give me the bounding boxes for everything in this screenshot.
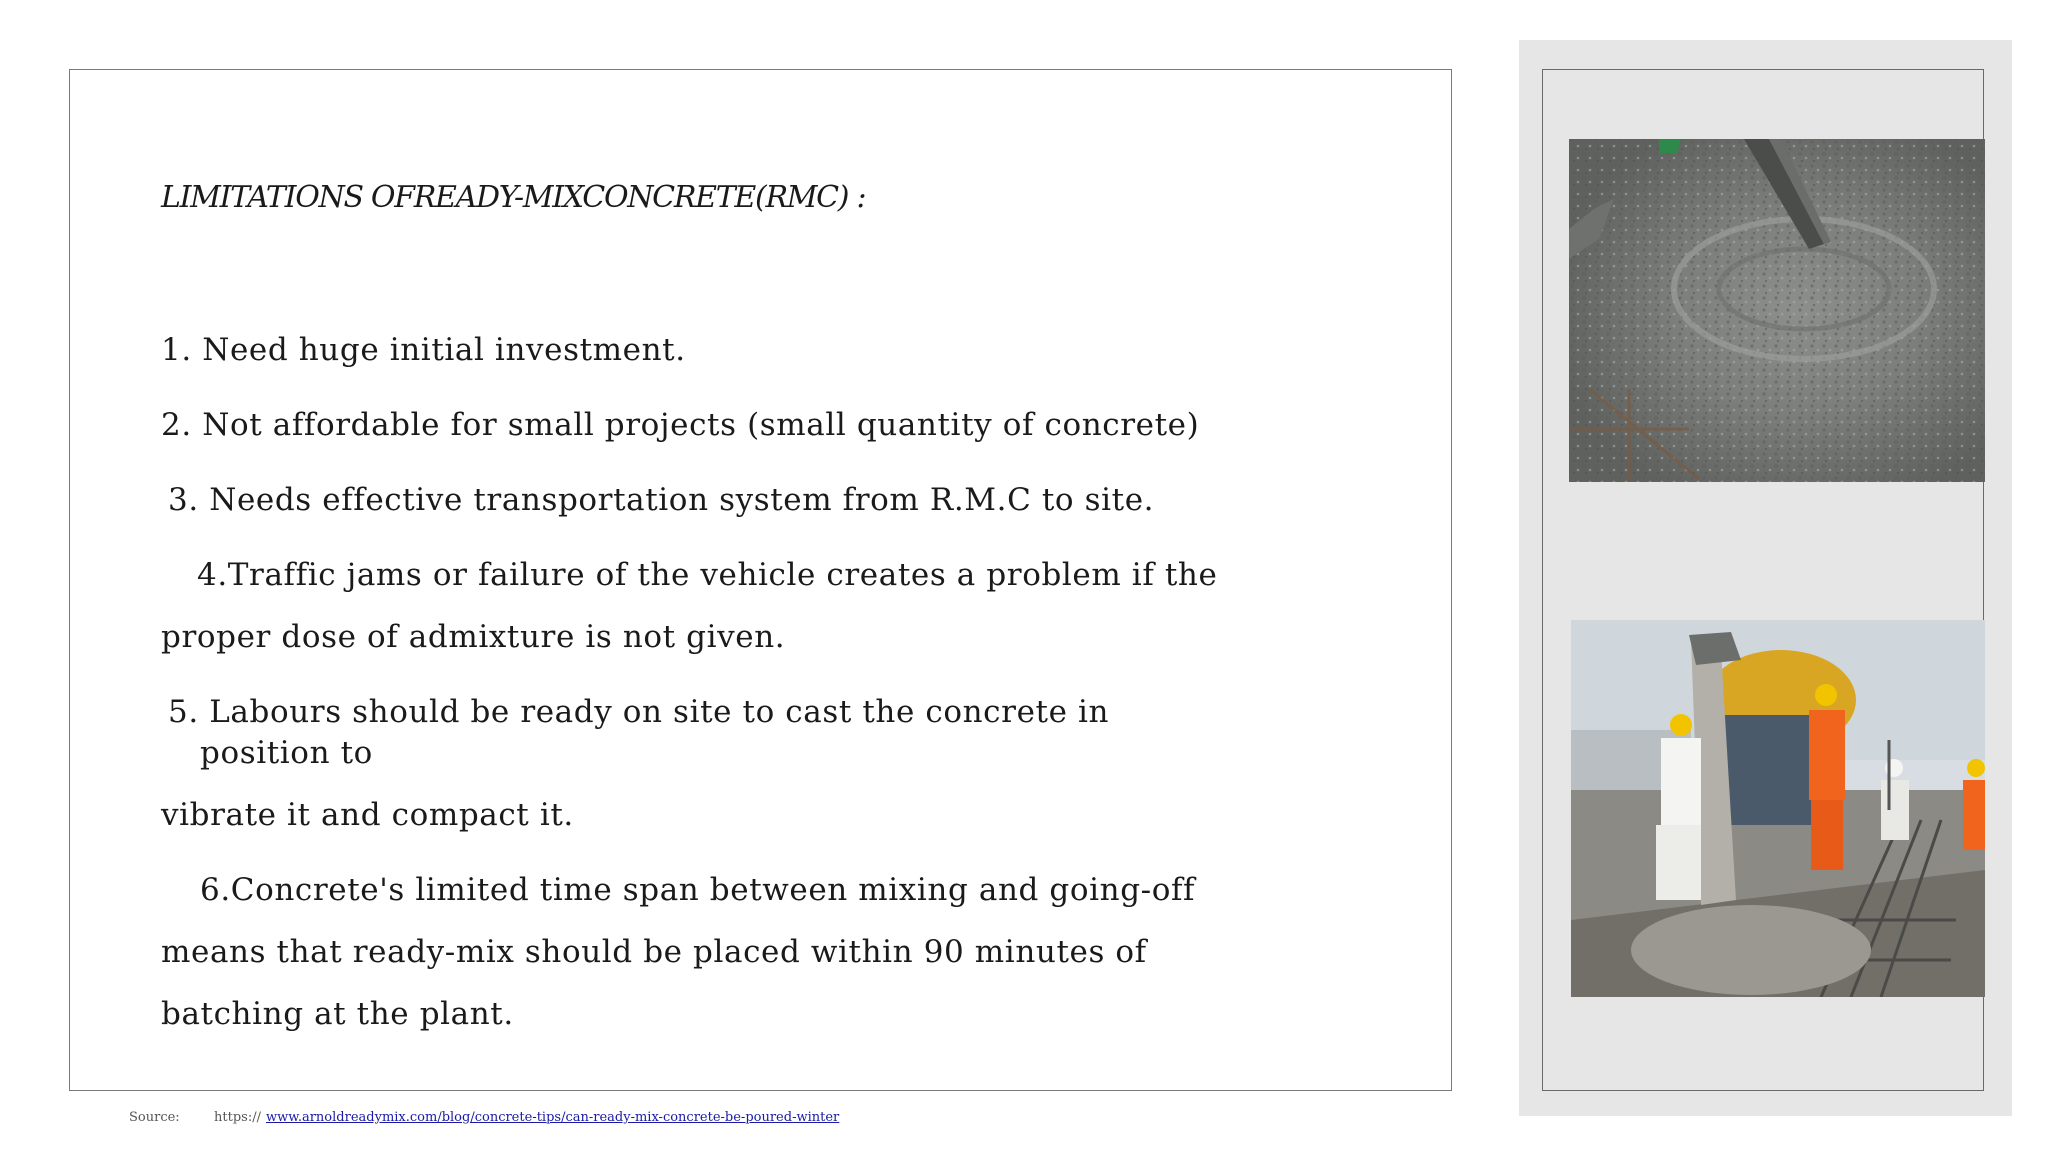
list-item-5: 5. Labours should be ready on site to cast the concrete in bbox=[168, 694, 1110, 730]
list-item-4-continued: proper dose of admixture is not given. bbox=[161, 619, 786, 655]
source-link[interactable]: www.arnoldreadymix.com/blog/concrete-tips/can-ready-mix-concrete-be-poured-winter bbox=[266, 1110, 840, 1125]
list-item-5-wrap: position to bbox=[200, 735, 373, 771]
list-item-6-continued-2: batching at the plant. bbox=[161, 996, 514, 1032]
source-url-prefix: https:// bbox=[214, 1110, 261, 1125]
list-item-5-continued: vibrate it and compact it. bbox=[161, 797, 574, 833]
concrete-pouring-photo bbox=[1569, 139, 1985, 482]
workers-pouring-concrete-photo bbox=[1571, 620, 1985, 997]
list-item-1: 1. Need huge initial investment. bbox=[161, 332, 686, 368]
list-item-6-continued-1: means that ready-mix should be placed within 90 minutes of bbox=[161, 934, 1147, 970]
list-item-3: 3. Needs effective transportation system from R.M.C to site. bbox=[168, 482, 1155, 518]
list-item-4: 4.Traffic jams or failure of the vehicle creates a problem if the bbox=[197, 557, 1218, 593]
source-label: Source: bbox=[129, 1110, 180, 1125]
list-item-6: 6.Concrete's limited time span between mixing and going-off bbox=[200, 872, 1196, 908]
slide-title: LIMITATIONS OFREADY-MIXCONCRETE(RMC) : bbox=[161, 180, 866, 215]
list-item-2: 2. Not affordable for small projects (small quantity of concrete) bbox=[161, 407, 1200, 443]
